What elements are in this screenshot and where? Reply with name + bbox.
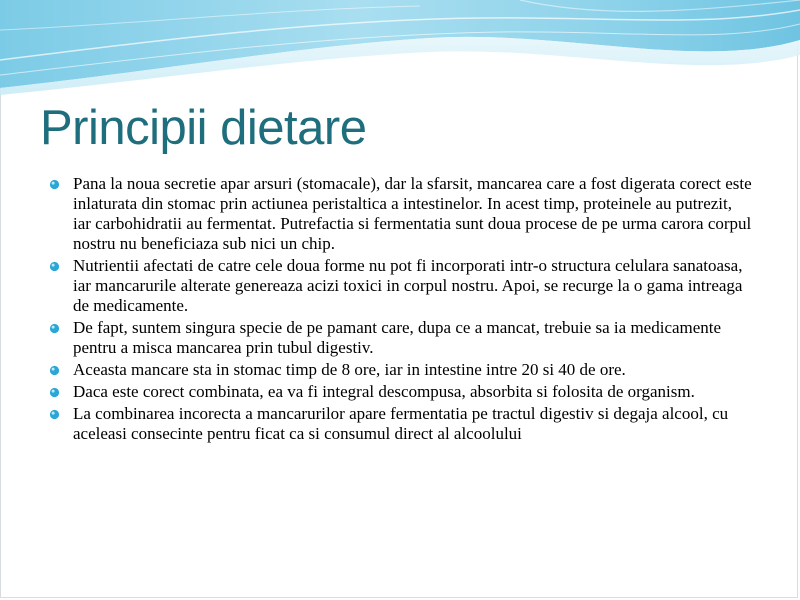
bullet-text: Daca este corect combinata, ea va fi integral descompusa, absorbita si folosita de organism. xyxy=(73,382,695,401)
bullet-dot-icon xyxy=(49,365,60,376)
bullet-text: Pana la noua secretie apar arsuri (stomacale), dar la sfarsit, mancarea care a fost digerata corect este inlaturata din stomac prin actiunea peristaltica a intestinelor. In acest timp, proteinele au putrezit, iar carbohidratii au fermentat. Putrefactia si fermentatia sunt doua procese de pe urma carora corpul nostru nu beneficiaza sub nici un chip. xyxy=(73,174,752,253)
bullet-dot-icon xyxy=(49,409,60,420)
slide-title: Principii dietare xyxy=(40,101,367,155)
bullet-dot-icon xyxy=(49,261,60,272)
bullet-dot-icon xyxy=(49,387,60,398)
bullet-item xyxy=(49,256,754,316)
bullet-item xyxy=(49,382,754,402)
bullet-text: Aceasta mancare sta in stomac timp de 8 ore, iar in intestine intre 20 si 40 de ore. xyxy=(73,360,626,379)
bullet-dot-icon xyxy=(49,179,60,190)
bullet-item xyxy=(49,360,754,380)
bullet-item xyxy=(49,174,754,254)
bullet-list xyxy=(49,174,754,446)
bullet-item xyxy=(49,318,754,358)
header-wave-decoration xyxy=(0,0,800,95)
bullet-text: De fapt, suntem singura specie de pe pamant care, dupa ce a mancat, trebuie sa ia medicamente pentru a misca mancarea prin tubul digestiv. xyxy=(73,318,722,357)
bullet-text: La combinarea incorecta a mancarurilor apare fermentatia pe tractul digestiv si degaja alcool, cu aceleasi consecinte pentru ficat ca si consumul direct al alcoolului xyxy=(73,404,729,443)
bullet-dot-icon xyxy=(49,323,60,334)
bullet-text: Nutrientii afectati de catre cele doua forme nu pot fi incorporati intr-o structura celulara sanatoasa, iar mancarurile alterate genereaza acizi toxici in corpul nostru. Apoi, se recurge la o gama intreaga de medicamente. xyxy=(73,256,743,315)
bullet-item xyxy=(49,404,754,444)
